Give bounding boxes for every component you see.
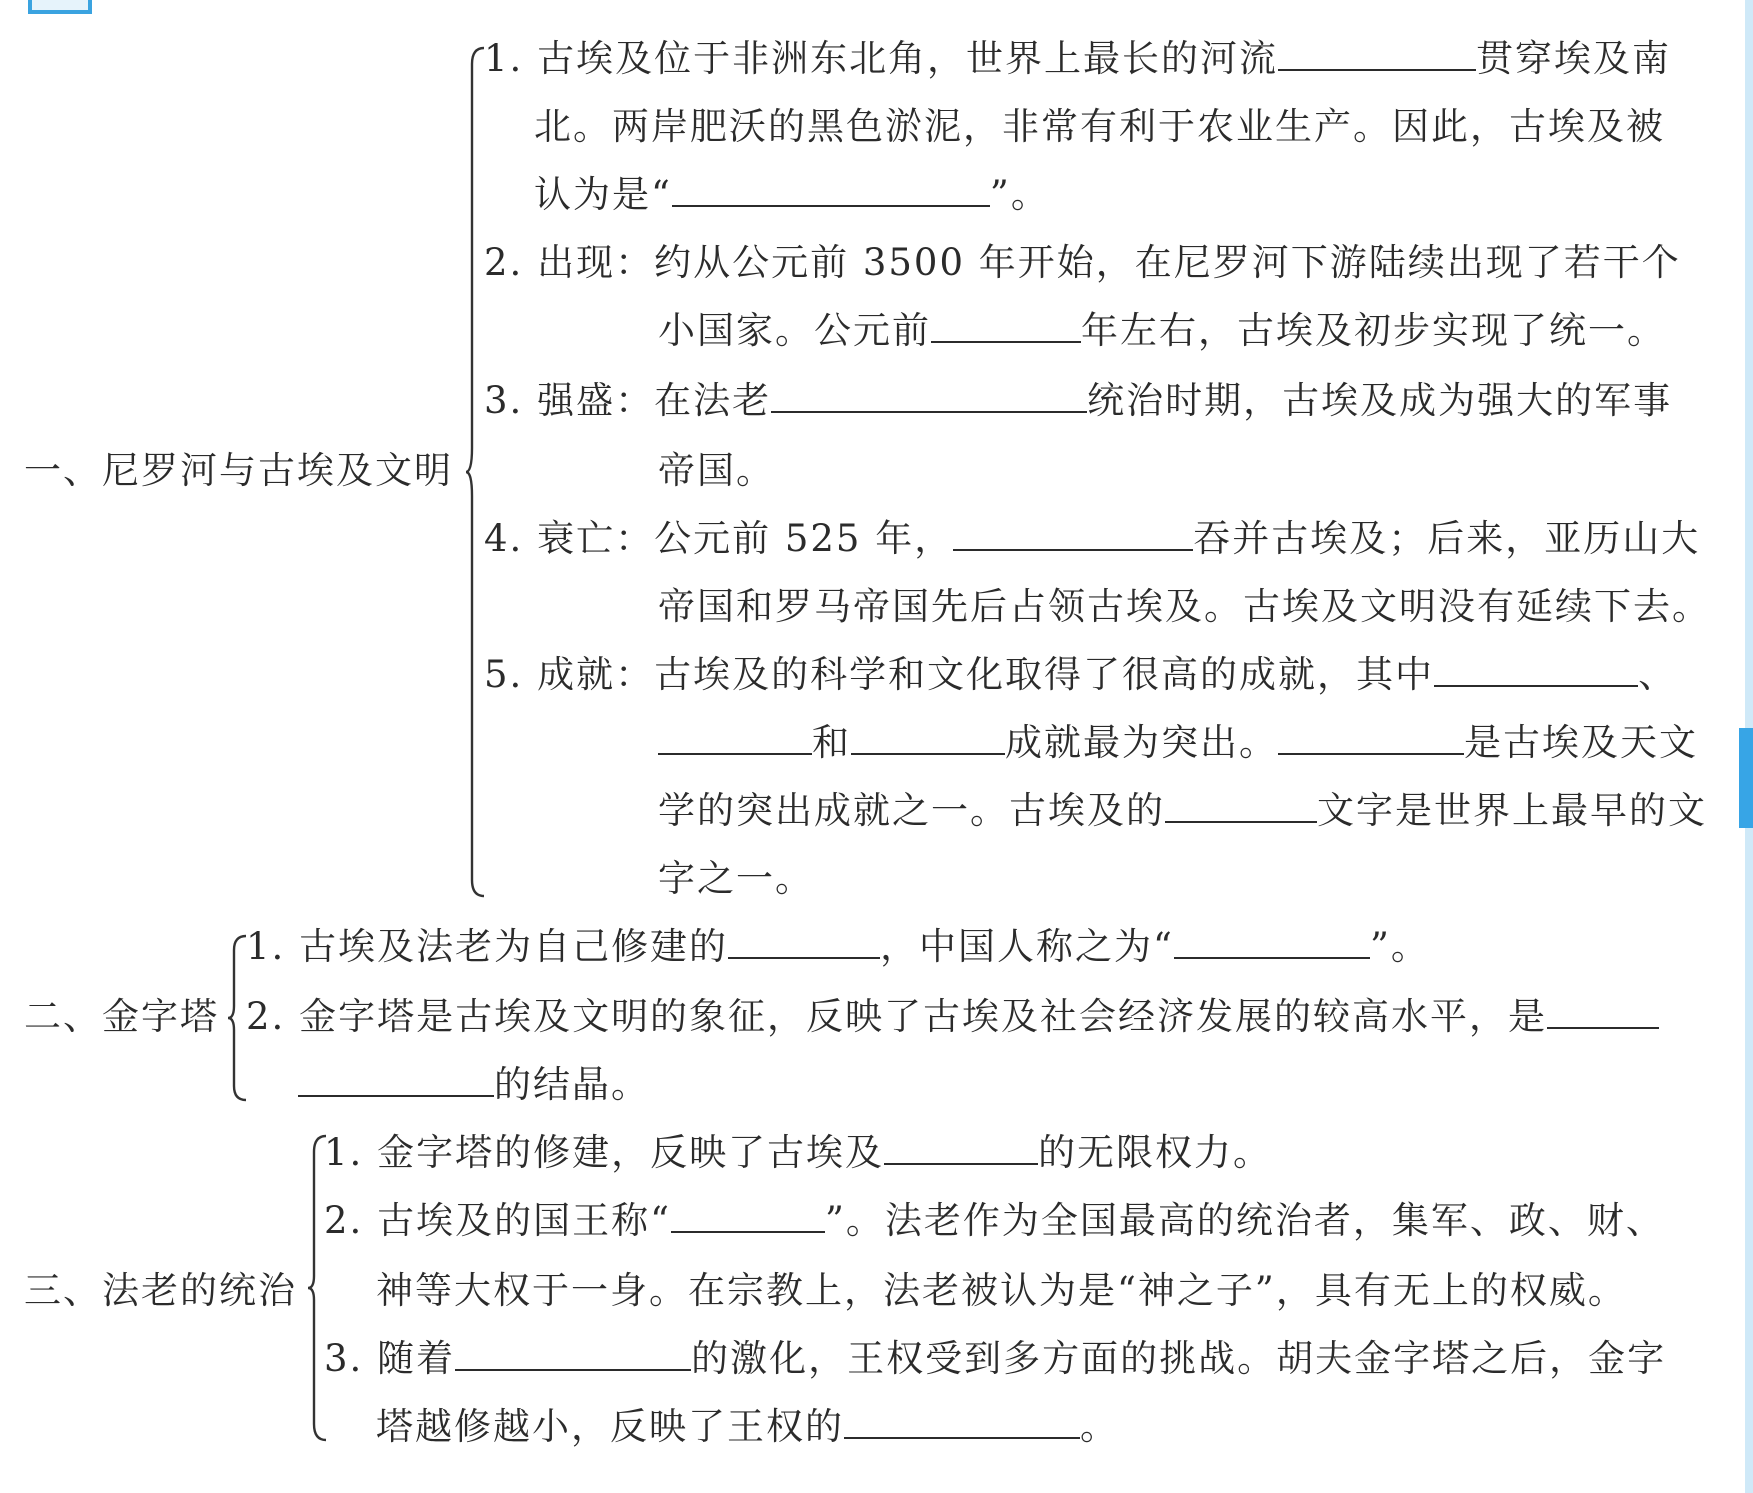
blank-achievement-3[interactable] [851,723,1005,755]
s1-item1-line1: 1. 古埃及位于非洲东北角，世界上最长的河流 贯穿埃及南 [484,37,1672,80]
section3-heading: 三、法老的统治 [24,1269,297,1312]
blank-nile-river[interactable] [1278,39,1476,71]
blank-unification-year[interactable] [931,311,1081,343]
section1-heading: 一、尼罗河与古埃及文明 [24,449,453,492]
blank-script[interactable] [1165,791,1317,823]
blank-crystallization-1[interactable] [1547,997,1659,1029]
s1-item4-line2: 帝国和罗马帝国先后占领古埃及。古埃及文明没有延续下去。 [658,585,1711,628]
section1-brace [464,44,488,900]
section3-brace [306,1132,330,1444]
s1-item3-line2: 帝国。 [658,449,775,492]
s1-item5-line4: 字之一。 [658,857,814,900]
blank-conflict[interactable] [455,1339,691,1371]
s1-item3-line1: 3. 强盛：在法老 统治时期，古埃及成为强大的军事 [484,379,1673,422]
blank-pyramid-purpose[interactable] [728,927,880,959]
s1-item5-line3: 学的突出成就之一。古埃及的 文字是世界上最早的文 [658,789,1707,832]
s1-item4-line1: 4. 衰亡：公元前 525 年， 吞并古埃及；后来，亚历山大 [484,517,1701,560]
s3-item3-line2: 塔越修越小，反映了王权的 。 [376,1405,1119,1448]
blank-gift-of-nile[interactable] [672,175,990,207]
s2-item2-line2: 的结晶。 [298,1064,650,1106]
blank-absolute-power[interactable] [884,1133,1038,1165]
section-tab-icon [28,0,92,14]
s3-item1-line1: 1. 金字塔的修建，反映了古埃及 的无限权力。 [324,1131,1273,1174]
s1-item1-line3: 认为是“ ”。 [534,173,1050,216]
s2-item1-line1: 1. 古埃及法老为自己修建的 ，中国人称之为“ ”。 [246,925,1430,968]
s1-item1-line2: 北。两岸肥沃的黑色淤泥，非常有利于农业生产。因此，古埃及被 [534,105,1665,148]
section2-heading: 二、金字塔 [24,995,219,1038]
page-edge-tab [1739,728,1753,828]
blank-crystallization-2[interactable] [298,1065,494,1097]
s1-item2-line2: 小国家。公元前 年左右，古埃及初步实现了统一。 [658,309,1666,352]
s1-item2-line1: 2. 出现：约从公元前 3500 年开始，在尼罗河下游陆续出现了若干个 [484,241,1681,284]
blank-king-title[interactable] [671,1201,825,1233]
s3-item3-line1: 3. 随着 的激化，王权受到多方面的挑战。胡夫金字塔之后，金字 [324,1337,1667,1380]
s2-item2-line1: 2. 金字塔是古埃及文明的象征，反映了古埃及社会经济发展的较高水平，是 [246,996,1659,1038]
blank-weakening[interactable] [844,1407,1080,1439]
blank-conqueror[interactable] [953,519,1193,551]
s1-item5-line1: 5. 成就：古埃及的科学和文化取得了很高的成就，其中 、 [484,653,1678,696]
blank-calendar[interactable] [1278,723,1464,755]
blank-chinese-name[interactable] [1174,927,1370,959]
s3-item2-line2: 神等大权于一身。在宗教上，法老被认为是“神之子”，具有无上的权威。 [376,1269,1627,1312]
blank-pharaoh-name[interactable] [771,381,1087,413]
s3-item2-line1: 2. 古埃及的国王称“ ”。法老作为全国最高的统治者，集军、政、财、 [324,1199,1665,1242]
blank-achievement-1[interactable] [1434,655,1638,687]
blank-achievement-2[interactable] [658,723,812,755]
s1-item5-line2: 和 成就最为突出。 是古埃及天文 [658,722,1698,764]
